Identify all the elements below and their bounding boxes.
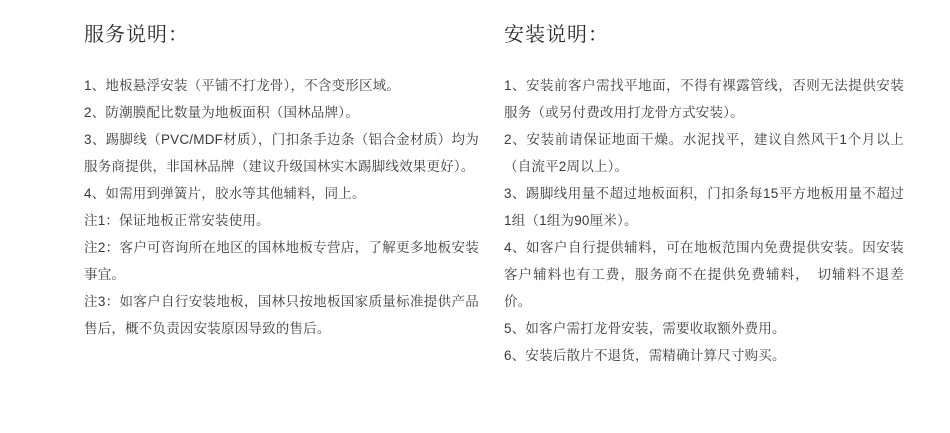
list-item: 5、如客户需打龙骨安装，需要收取额外费用。	[504, 321, 786, 336]
list-item: 4、如需用到弹簧片，胶水等其他辅料，同上。	[84, 186, 366, 201]
list-item: 注2：客户可咨询所在地区的国林地板专营店，了解更多地板安装事宜。	[84, 240, 479, 282]
install-description-column	[504, 0, 904, 369]
install-description-list	[504, 72, 904, 369]
list-item: 1、地板悬浮安装（平铺不打龙骨），不含变形区域。	[84, 78, 401, 93]
list-item: 2、安装前请保证地面干燥。水泥找平，建议自然风干1个月以上（自流平2周以上）。	[504, 132, 904, 174]
service-description-list	[84, 72, 479, 342]
list-item: 6、安装后散片不退货，需精确计算尺寸购买。	[504, 348, 786, 363]
list-item: 1、安装前客户需找平地面，不得有裸露管线，否则无法提供安装服务（或另付费改用打龙骨方式安装）。	[504, 78, 904, 120]
list-item: 2、防潮膜配比数量为地板面积（国林品牌）。	[84, 105, 359, 120]
list-item: 注3：如客户自行安装地板，国林只按地板国家质量标准提供产品售后，概不负责因安装原因导致的售后。	[84, 294, 479, 336]
list-item: 4、如客户自行提供辅料，可在地板范围内免费提供安装。因安装客户辅料也有工费，服务商不在提供免费辅料， 切辅料不退差价。	[504, 240, 904, 309]
list-item: 3、踢脚线（PVC/MDF材质），门扣条手边条（铝合金材质）均为服务商提供，非国林品牌（建议升级国林实木踢脚线效果更好）。	[84, 132, 479, 174]
list-item: 3、踢脚线用量不超过地板面积，门扣条每15平方地板用量不超过1组（1组为90厘米）。	[504, 186, 904, 228]
service-description-column	[84, 0, 479, 342]
list-item: 注1：保证地板正常安装使用。	[84, 213, 270, 228]
install-description-title: 安装说明：	[504, 24, 609, 46]
service-description-title: 服务说明：	[84, 24, 189, 46]
